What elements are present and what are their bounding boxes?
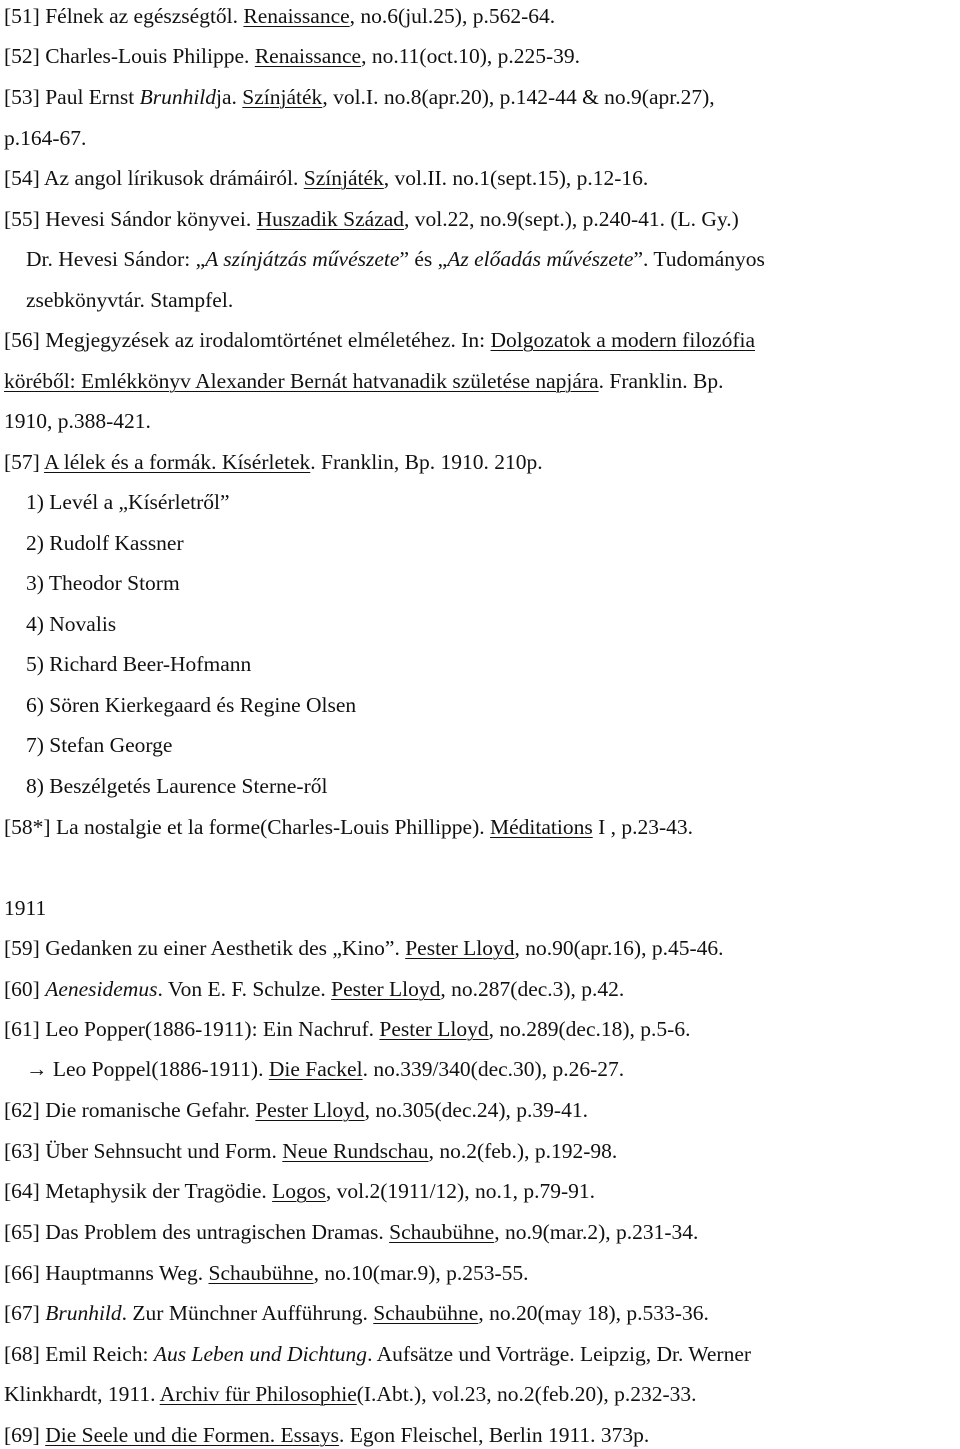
entry-text: , no.289(dec.18), p.5-6.	[488, 1017, 691, 1041]
entry-text: . Zur Münchner Aufführung.	[121, 1301, 374, 1325]
entry-text: , vol.I. no.8(apr.20), p.142-44 & no.9(apr.27),	[322, 85, 715, 109]
entry-text: , no.287(dec.3), p.42.	[440, 977, 625, 1001]
entry-line	[26, 529, 184, 557]
entry-text: [53] Paul Ernst	[4, 85, 140, 109]
entry-line	[26, 650, 251, 678]
entry-text: [65] Das Problem des untragischen Dramas.	[4, 1220, 390, 1244]
entry-text: [61] Leo Popper(1886-1911): Ein Nachruf.	[4, 1017, 380, 1041]
entry-text: 1910, p.388-421.	[4, 409, 151, 433]
entry-text: [68] Emil Reich:	[4, 1342, 154, 1366]
entry-line	[4, 1380, 697, 1408]
entry-text: [66] Hauptmanns Weg.	[4, 1261, 209, 1285]
entry-text: , vol.22, no.9(sept.), p.240-41. (L. Gy.)	[404, 207, 739, 231]
italic-title: Aenesidemus	[45, 977, 158, 1001]
underlined-title: Schaubühne	[208, 1261, 314, 1285]
entry-line	[4, 1340, 751, 1368]
entry-line	[4, 124, 86, 152]
entry-line	[4, 42, 580, 70]
italic-title: A színjátzás művészete	[205, 247, 400, 271]
entry-text: [54] Az angol lírikusok drámáiról.	[4, 166, 304, 190]
entry-text: [69]	[4, 1423, 46, 1447]
entry-text: 4) Novalis	[26, 612, 117, 636]
entry-line	[4, 1299, 709, 1327]
underlined-title: Renaissance	[254, 44, 362, 68]
entry-text: , no.90(apr.16), p.45-46.	[514, 936, 724, 960]
entry-line	[4, 975, 624, 1003]
entry-line	[4, 1218, 698, 1246]
entry-text: . Franklin. Bp.	[598, 369, 724, 393]
entry-text: [52] Charles-Louis Philippe.	[4, 44, 255, 68]
entry-line	[4, 1177, 595, 1205]
entry-line	[26, 1055, 624, 1083]
entry-line	[26, 245, 765, 273]
entry-text: [57]	[4, 450, 45, 474]
entry-line	[4, 205, 739, 233]
underlined-title: Pester Lloyd	[405, 936, 515, 960]
entry-text: [55] Hevesi Sándor könyvei.	[4, 207, 257, 231]
underlined-title: A lélek és a formák. Kísérletek	[44, 450, 311, 474]
entry-text: I , p.23-43.	[592, 815, 694, 839]
underlined-title: Pester Lloyd	[379, 1017, 489, 1041]
entry-line	[26, 488, 230, 516]
entry-text: p.164-67.	[4, 126, 87, 150]
entry-text: Klinkhardt, 1911.	[4, 1382, 160, 1406]
underlined-title: Die Seele und die Formen. Essays	[45, 1423, 339, 1447]
entry-text: [51] Félnek az egészségtől.	[4, 4, 244, 28]
entry-text: [64] Metaphysik der Tragödie.	[4, 1179, 273, 1203]
underlined-title: Logos	[272, 1179, 326, 1203]
entry-line	[26, 610, 116, 638]
entry-text: 8) Beszélgetés Laurence Sterne-ről	[26, 774, 328, 798]
entry-text: [59] Gedanken zu einer Aesthetik des „Kino”.	[4, 936, 406, 960]
entry-line	[4, 326, 755, 354]
entry-line	[4, 1421, 649, 1449]
underlined-title: Méditations	[490, 815, 593, 839]
entry-line	[26, 286, 233, 314]
entry-line	[4, 1137, 617, 1165]
entry-text: zsebkönyvtár. Stampfel.	[26, 288, 234, 312]
entry-line	[4, 1015, 690, 1043]
entry-text: , no.9(mar.2), p.231-34.	[494, 1220, 699, 1244]
underlined-title: Színjáték	[242, 85, 323, 109]
entry-text: , no.6(jul.25), p.562-64.	[349, 4, 556, 28]
underlined-title: Színjáték	[303, 166, 384, 190]
entry-text: [56] Megjegyzések az irodalomtörténet elméletéhez. In:	[4, 328, 491, 352]
entry-line	[4, 1259, 529, 1287]
entry-line	[4, 934, 723, 962]
entry-text: , no.305(dec.24), p.39-41.	[364, 1098, 588, 1122]
entry-text: (I.Abt.), vol.23, no.2(feb.20), p.232-33.	[356, 1382, 697, 1406]
entry-text: , no.2(feb.), p.192-98.	[428, 1139, 618, 1163]
underlined-title: köréből: Emlékkönyv Alexander Bernát hatvanadik születése napjára	[4, 369, 599, 393]
entry-line	[4, 164, 648, 192]
entry-text: [58*] La nostalgie et la forme(Charles-Louis Phillippe).	[4, 815, 491, 839]
entry-text: [67]	[4, 1301, 46, 1325]
underlined-title: Neue Rundschau	[282, 1139, 429, 1163]
entry-text: . Egon Fleischel, Berlin 1911. 373p.	[338, 1423, 650, 1447]
underlined-title: Renaissance	[243, 4, 350, 28]
italic-title: Brunhild	[139, 85, 217, 109]
entry-text: . Franklin, Bp. 1910. 210p.	[310, 450, 543, 474]
entry-text: , no.20(may 18), p.533-36.	[478, 1301, 709, 1325]
underlined-title: Dolgozatok a modern filozófia	[490, 328, 756, 352]
entry-line	[4, 407, 151, 435]
underlined-title: Archiv für Philosophie	[159, 1382, 357, 1406]
entry-text: 2) Rudolf Kassner	[26, 531, 184, 555]
entry-line	[4, 83, 715, 111]
entry-line	[4, 1096, 588, 1124]
italic-title: Brunhild	[45, 1301, 122, 1325]
entry-line	[4, 2, 555, 30]
entry-text: [63] Über Sehnsucht und Form.	[4, 1139, 283, 1163]
entry-text: , vol.II. no.1(sept.15), p.12-16.	[383, 166, 649, 190]
entry-text: . no.339/340(dec.30), p.26-27.	[362, 1057, 625, 1081]
entry-text: ”. Tudományos	[633, 247, 765, 271]
entry-line	[26, 691, 356, 719]
entry-text: 1) Levél a „Kísérletről”	[26, 490, 230, 514]
entry-text: 7) Stefan George	[26, 733, 173, 757]
entry-text: , vol.2(1911/12), no.1, p.79-91.	[325, 1179, 596, 1203]
italic-title: Aus Leben und Dichtung	[153, 1342, 368, 1366]
entry-line	[4, 813, 693, 841]
entry-text: 5) Richard Beer-Hofmann	[26, 652, 252, 676]
entry-text: Dr. Hevesi Sándor: „	[26, 247, 206, 271]
entry-text: , no.10(mar.9), p.253-55.	[313, 1261, 529, 1285]
underlined-title: Pester Lloyd	[255, 1098, 365, 1122]
entry-text: [62] Die romanische Gefahr.	[4, 1098, 256, 1122]
underlined-title: Die Fackel	[268, 1057, 363, 1081]
entry-text: ” és „	[399, 247, 448, 271]
italic-title: Az előadás művészete	[447, 247, 634, 271]
entry-text: 6) Sören Kierkegaard és Regine Olsen	[26, 693, 357, 717]
entry-line	[26, 731, 172, 759]
entry-line	[26, 772, 327, 800]
entry-line	[4, 448, 543, 476]
year-heading-1911: 1911	[4, 896, 47, 920]
underlined-title: Pester Lloyd	[331, 977, 441, 1001]
entry-text: → Leo Poppel(1886-1911).	[26, 1057, 269, 1081]
entry-text: ja.	[216, 85, 243, 109]
entry-text: , no.11(oct.10), p.225-39.	[361, 44, 581, 68]
underlined-title: Schaubühne	[389, 1220, 495, 1244]
underlined-title: Huszadik Század	[256, 207, 405, 231]
entry-text: . Von E. F. Schulze.	[157, 977, 332, 1001]
underlined-title: Schaubühne	[373, 1301, 479, 1325]
entry-text: [60]	[4, 977, 46, 1001]
entry-text: . Aufsätze und Vorträge. Leipzig, Dr. Werner	[367, 1342, 752, 1366]
entry-line	[26, 569, 180, 597]
entry-line	[4, 367, 723, 395]
entry-text: 3) Theodor Storm	[26, 571, 180, 595]
